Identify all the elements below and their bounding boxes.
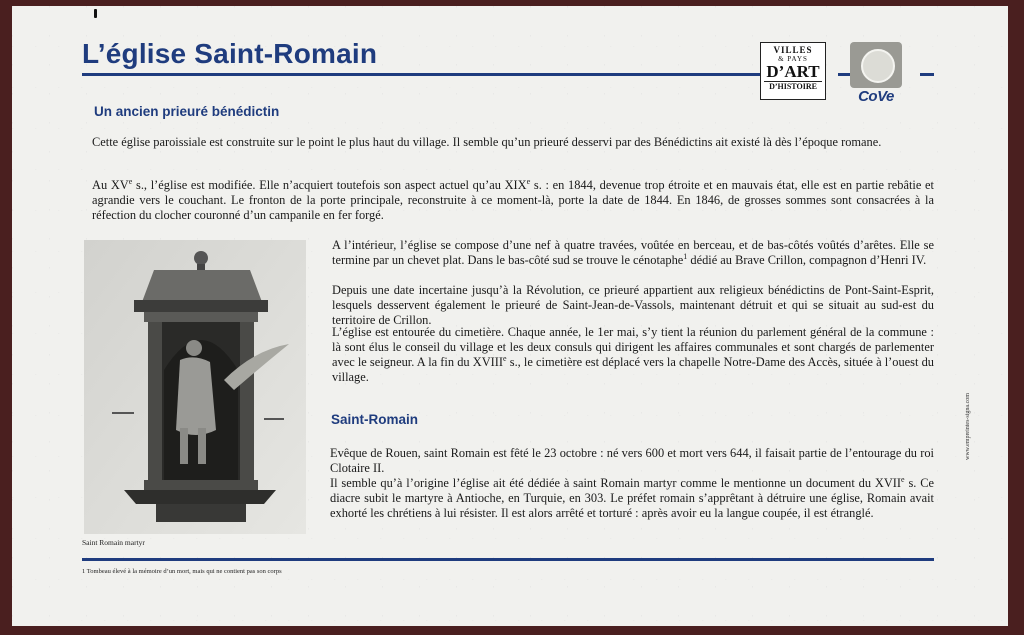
paragraph-cemetery: L’église est entourée du cimetière. Chaque année, le 1er mai, s’y tient la réunion du parlement général de la commune : là sont élus le conseil du village et les deux consuls qui dirigent les affaires communales et sont chargés de parlementer avec le seigneur. A la fin du XVIIIe s., le cimetière est déplacé vers la chapelle Notre-Dame des Accès, située à l’ouest du village. [332,325,934,384]
villes-pays-art-histoire-logo: VILLES & PAYS D’ART D’HISTOIRE [760,42,826,100]
saint-romain-photo [84,240,306,534]
paragraph-intro: Cette église paroissiale est construite sur le point le plus haut du village. Il semble qu’un prieuré desservi par des Bénédictins ait existé là dès l’époque romane. [92,135,882,149]
section-heading-prieure: Un ancien prieuré bénédictin [94,104,280,119]
cove-emblem-icon [850,42,902,88]
vertical-credit: www.empreintes-signa.com [965,393,971,460]
paragraph-revolution: Depuis une date incertaine jusqu’à la Révolution, ce prieuré appartient aux religieux bénédictins de Pont-Saint-Esprit, lesquels desservent également le prieuré de Saint-Jean-de-Vassols, maintenant détruit et qui se situait au sud-est du territoire de Crillon. [332,283,934,327]
paragraph-history: Au XVe s., l’église est modifiée. Elle n’acquiert toutefois son aspect actuel qu’au XIXe s. : en 1844, devenue trop étroite et en mauvais état, elle est en partie rebâtie et agrandie vers le couchant. Le fronton de la porte principale, reconstruite à ce moment-là, porte la date de 1844. En 1846, de grosses sommes sont consacrées à la réfection du clocher couronné d’un campanile en fer forgé. [92,176,935,222]
paragraph-interior: A l’intérieur, l’église se compose d’une nef à quatre travées, voûtée en berceau, et de bas-côtés voûtés d’arêtes. Elle se termine par un chevet plat. Dans le bas-côté sud se trouve le cénotaphe$^1$ dédié au Brave Crillon, compagnon d’Henri IV. [332,238,934,267]
photo-caption: Saint Romain martyr [82,538,145,547]
paragraph-bishop: Evêque de Rouen, saint Romain est fêté le 23 octobre : né vers 600 et mort vers 644, il faisait partie de l’entourage du roi Clotaire II. [330,446,934,475]
title-rule [82,73,762,76]
bottom-rule [82,558,934,561]
section-heading-saint-romain: Saint-Romain [331,412,419,427]
mark [94,9,97,18]
statue-niche-illustration [84,240,306,534]
cove-logo: CoVe [848,42,904,106]
paragraph-martyr: Il semble qu’à l’origine l’église ait été dédiée à saint Romain martyr comme le mentionne un document du XVIIe s. Ce diacre subit le martyre à Antioche, en Turquie, en 303. Le préfet romain s’apprêtant à détruire une église, Romain avait exhorté les chrétiens à lui résister. Il est alors arrêté et torturé : après avoir eu la langue coupée, il est étranglé. [330,474,934,520]
rule-segment-end [920,73,934,76]
page-title: L’église Saint-Romain [82,38,378,69]
footnote: 1 Tombeau élevé à la mémoire d’un mort, mais qui ne contient pas son corps [82,568,282,575]
